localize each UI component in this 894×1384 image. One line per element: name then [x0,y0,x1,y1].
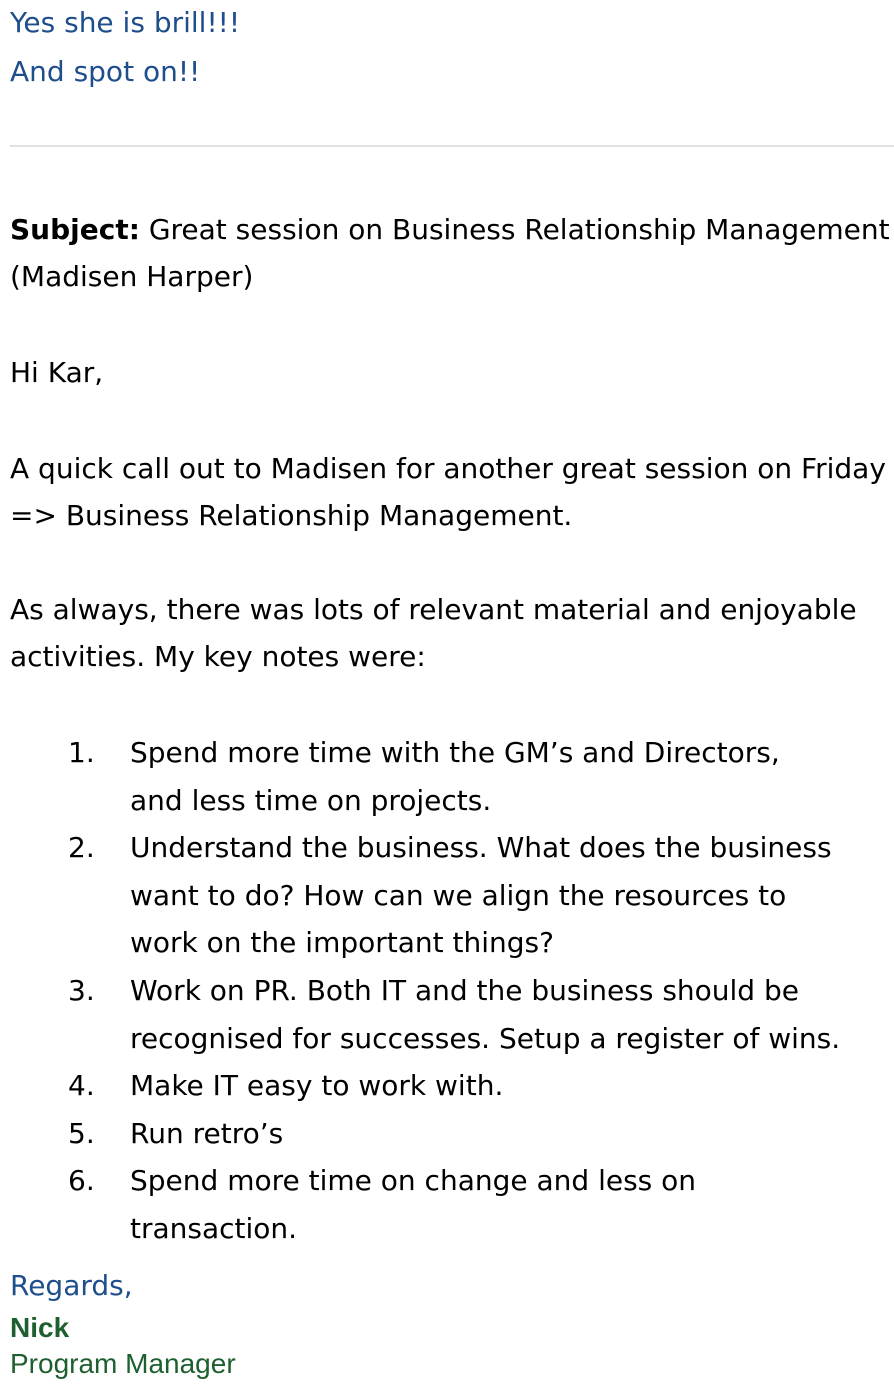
list-item-line: Work on PR. Both IT and the business should be [130,973,799,1007]
list-item-number: 3. [68,973,95,1007]
paragraph-key-notes-intro: As always, there was lots of relevant material and enjoyable activities. My key notes were: [10,593,857,673]
list-item-line: Spend more time on change and less on [130,1164,697,1198]
subject-text: Great session on Business Relationship Management (Madisen Harper) [10,213,890,293]
list-item-number: 4. [68,1069,95,1103]
list-item-line: want to do? How can we align the resources to [130,878,787,912]
list-item-line: Make IT easy to work with. [130,1069,504,1103]
list-item-number: 5. [68,1116,95,1150]
list-item-number: 2. [68,831,95,865]
signature-name: Nick [10,1312,70,1343]
key-notes-list [0,729,894,1253]
list-item [0,1157,890,1252]
list-item-number: 6. [68,1164,95,1198]
list-item-line: recognised for successes. Setup a register of wins. [130,1021,841,1055]
list-item-line: work on the important things? [130,926,554,960]
forwarded-subject [10,206,890,300]
list-item [0,729,890,824]
list-item-number: 1. [68,736,95,769]
reply-line-1: Yes she is brill!!! [10,6,241,39]
message-divider [10,145,894,147]
greeting: Hi Kar, [10,356,104,389]
list-item-line: Run retro’s [130,1116,284,1150]
list-item-line: Spend more time with the GM’s and Directors, [130,736,780,769]
list-item-line: transaction. [130,1211,298,1245]
list-item [0,967,890,1062]
paragraph-callout: A quick call out to Madisen for another great session on Friday => Business Relationship Management. [10,452,886,532]
list-item [0,824,890,967]
reply-line-2: And spot on!! [10,55,201,88]
list-item [0,1062,890,1110]
signature-regards: Regards, [10,1269,133,1302]
list-item-line: Understand the business. What does the business [130,831,832,865]
list-item-line: and less time on projects. [130,783,492,817]
signature-title: Program Manager [10,1348,236,1379]
subject-label: Subject: [10,213,140,246]
list-item [0,1110,890,1158]
